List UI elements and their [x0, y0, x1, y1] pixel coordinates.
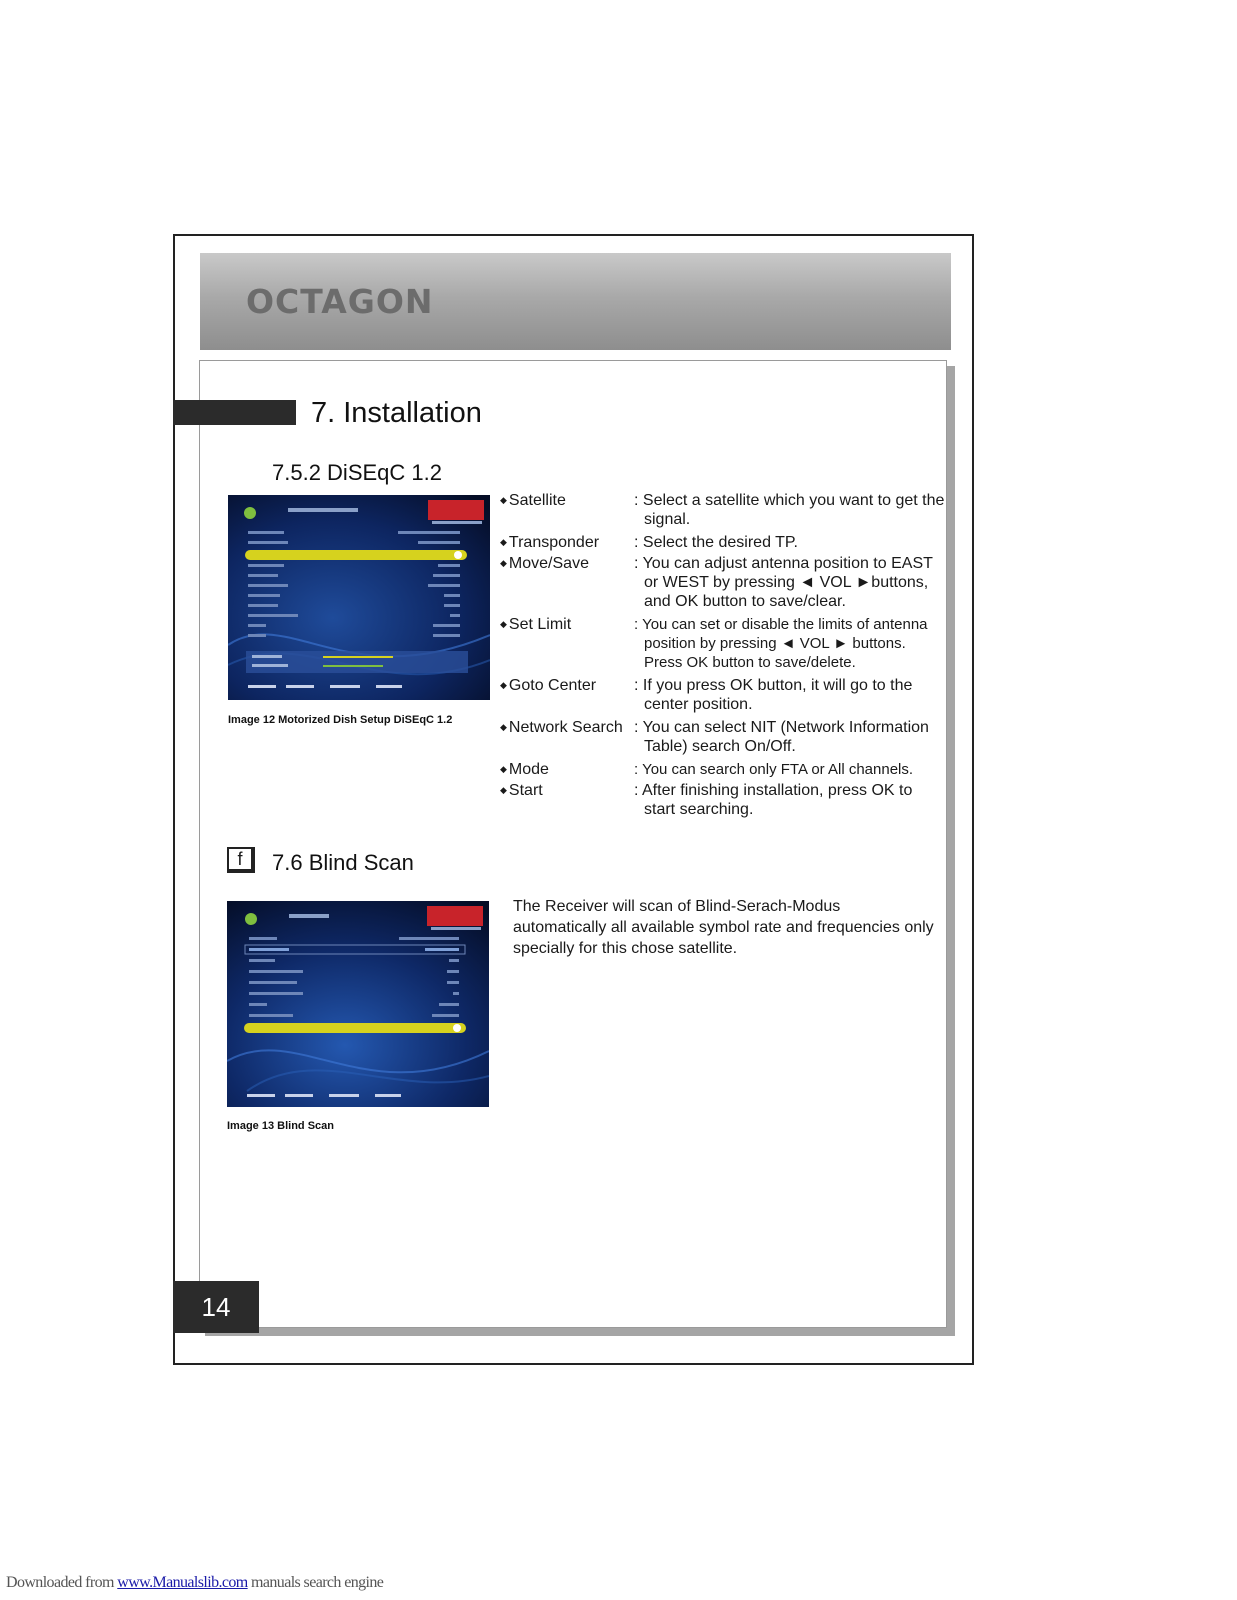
item-description: : Select a satellite which you want to get the signal. [634, 492, 945, 528]
item-term: Start [508, 782, 543, 799]
item-description: : After finishing installation, press OK to start searching. [634, 782, 913, 818]
item-description: : You can adjust antenna position to EAST or WEST by pressing ◄ VOL ►buttons, and OK button to save/clear. [634, 555, 933, 610]
bullet-diamond-icon: ◆ [500, 764, 507, 774]
bullet-diamond-icon: ◆ [500, 722, 507, 732]
section-marker-bar [173, 400, 296, 425]
motorized-dish-setup-screenshot [228, 495, 490, 700]
panel-shadow-right [947, 366, 955, 1336]
item-term: Goto Center [508, 677, 597, 694]
blind-scan-screenshot [227, 901, 489, 1107]
page-number: 14 [173, 1281, 259, 1333]
download-footer [6, 1574, 383, 1592]
item-description: : Select the desired TP. [634, 534, 798, 551]
item-term: Network Search [508, 719, 623, 736]
footer-suffix: manuals search engine [247, 1574, 384, 1591]
item-term: Transponder [508, 534, 600, 551]
list-item [500, 533, 945, 552]
function-key-icon: f [227, 847, 255, 873]
list-item [500, 676, 945, 714]
list-item [500, 781, 945, 819]
list-item [500, 554, 945, 611]
item-description: : You can search only FTA or All channels. [634, 761, 914, 778]
bullet-diamond-icon: ◆ [500, 785, 507, 795]
list-item [500, 718, 945, 756]
subsection-title-diseqc: 7.5.2 DiSEqC 1.2 [272, 460, 442, 485]
bullet-diamond-icon: ◆ [500, 495, 507, 505]
bullet-diamond-icon: ◆ [500, 558, 507, 568]
image-13-caption: Image 13 Blind Scan [227, 1120, 334, 1132]
bullet-diamond-icon: ◆ [500, 619, 507, 629]
brand-logo: OCTAGON [246, 282, 434, 321]
blind-scan-screen-svg [227, 901, 489, 1107]
subsection-title-blind-scan: 7.6 Blind Scan [272, 850, 414, 875]
list-item [500, 491, 945, 529]
footer-prefix: Downloaded from [6, 1574, 118, 1591]
blind-scan-description: The Receiver will scan of Blind-Serach-Modus automatically all available symbol rate and frequencies only specially for this chose satellite. [513, 898, 934, 957]
bullet-diamond-icon: ◆ [500, 537, 507, 547]
bullet-diamond-icon: ◆ [500, 680, 507, 690]
item-term: Mode [508, 761, 549, 778]
manualslib-link[interactable]: www.Manualslib.com [117, 1574, 248, 1591]
motorized-dish-screen-svg [228, 495, 490, 700]
item-description: : You can select NIT (Network Information Table) search On/Off. [634, 719, 929, 755]
item-term: Set Limit [508, 616, 572, 633]
item-description: : If you press OK button, it will go to the center position. [634, 677, 913, 713]
section-title: 7. Installation [311, 397, 482, 429]
item-term: Move/Save [508, 555, 589, 572]
item-description: : You can set or disable the limits of antenna position by pressing ◄ VOL ► buttons. Press OK button to save/delete. [634, 616, 928, 671]
diseqc-definition-list [500, 491, 945, 821]
list-item [500, 760, 945, 779]
item-term: Satellite [508, 492, 566, 509]
list-item [500, 615, 945, 672]
image-12-caption: Image 12 Motorized Dish Setup DiSEqC 1.2 [228, 714, 453, 726]
panel-shadow-bottom [205, 1328, 955, 1336]
